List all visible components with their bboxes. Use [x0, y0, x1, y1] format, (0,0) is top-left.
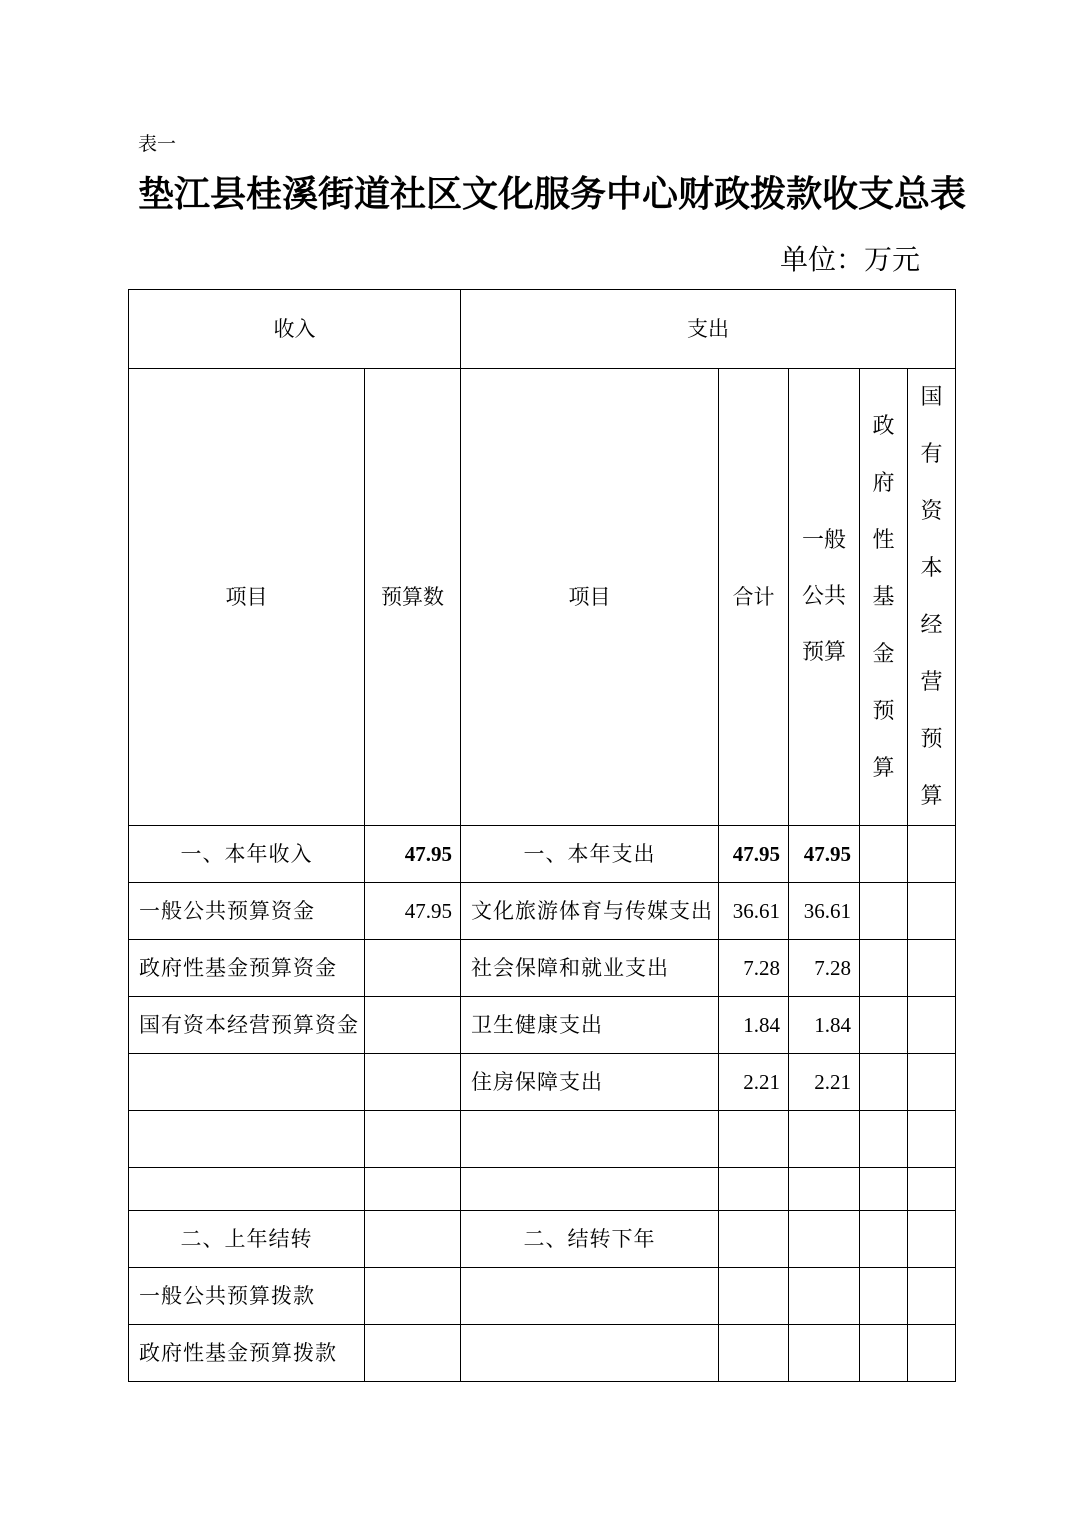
state-capital-header-char: 预 [920, 727, 943, 752]
table-row [129, 1268, 956, 1325]
state-capital-budget-header [908, 369, 956, 826]
income-value-cell [365, 940, 461, 997]
gov-fund-header-char: 算 [872, 755, 895, 781]
state-capital-cell [908, 997, 956, 1054]
table-row [129, 883, 956, 940]
state-capital-cell [908, 1111, 956, 1168]
gov-fund-header-char: 政 [872, 413, 895, 439]
income-value-cell [365, 1054, 461, 1111]
general-budget-cell [789, 1111, 860, 1168]
state-capital-cell [908, 883, 956, 940]
state-capital-cell [908, 1211, 956, 1268]
total-header: 合计 [719, 369, 789, 826]
income-budget-header: 预算数 [365, 369, 461, 826]
gov-fund-cell [860, 883, 908, 940]
income-item-cell: 一、本年收入 [129, 826, 365, 883]
total-cell [719, 1268, 789, 1325]
gov-fund-cell [860, 1054, 908, 1111]
state-capital-header-char: 有 [920, 442, 943, 467]
gov-fund-cell [860, 940, 908, 997]
table-row [129, 1168, 956, 1211]
income-value-cell [365, 1168, 461, 1211]
state-capital-cell [908, 1168, 956, 1211]
income-value-cell [365, 1325, 461, 1382]
income-value-cell [365, 1268, 461, 1325]
total-cell: 1.84 [719, 997, 789, 1054]
table-row [129, 1211, 956, 1268]
income-item-cell: 国有资本经营预算资金 [129, 997, 365, 1054]
income-item-header: 项目 [129, 369, 365, 826]
gov-fund-header-char: 基 [872, 584, 895, 610]
header-row-top [129, 290, 956, 369]
expense-item-cell: 一、本年支出 [461, 826, 719, 883]
income-item-cell [129, 1054, 365, 1111]
income-value-cell: 47.95 [365, 826, 461, 883]
general-budget-cell: 36.61 [789, 883, 860, 940]
state-capital-header-char: 国 [920, 385, 943, 410]
total-cell: 2.21 [719, 1054, 789, 1111]
general-budget-cell: 2.21 [789, 1054, 860, 1111]
table-row [129, 940, 956, 997]
table-row [129, 1054, 956, 1111]
income-value-cell [365, 1211, 461, 1268]
total-cell: 36.61 [719, 883, 789, 940]
unit-label: 单位：万元 [780, 243, 921, 276]
table-row [129, 826, 956, 883]
gov-fund-header-char: 预 [872, 698, 895, 724]
total-cell: 47.95 [719, 826, 789, 883]
expense-item-cell [461, 1168, 719, 1211]
expense-item-cell: 社会保障和就业支出 [461, 940, 719, 997]
general-public-header-char: 一般 [801, 528, 846, 553]
general-budget-cell [789, 1325, 860, 1382]
expense-item-cell: 文化旅游体育与传媒支出 [461, 883, 719, 940]
expense-item-cell [461, 1325, 719, 1382]
general-budget-cell [789, 1168, 860, 1211]
expense-item-cell [461, 1111, 719, 1168]
income-value-cell: 47.95 [365, 883, 461, 940]
gov-fund-cell [860, 1268, 908, 1325]
budget-table [128, 289, 956, 1382]
gov-fund-cell [860, 1168, 908, 1211]
state-capital-header-char: 本 [920, 556, 943, 581]
table-label: 表一 [138, 133, 177, 155]
income-item-cell: 一般公共预算资金 [129, 883, 365, 940]
income-item-cell: 政府性基金预算拨款 [129, 1325, 365, 1382]
gov-fund-cell [860, 997, 908, 1054]
gov-fund-cell [860, 1325, 908, 1382]
general-budget-cell: 7.28 [789, 940, 860, 997]
income-value-cell [365, 997, 461, 1054]
expense-item-cell: 卫生健康支出 [461, 997, 719, 1054]
total-cell [719, 1168, 789, 1211]
income-item-cell: 政府性基金预算资金 [129, 940, 365, 997]
gov-fund-budget-header [860, 369, 908, 826]
state-capital-cell [908, 1268, 956, 1325]
expense-item-header: 项目 [461, 369, 719, 826]
income-item-cell: 一般公共预算拨款 [129, 1268, 365, 1325]
total-cell [719, 1211, 789, 1268]
gov-fund-header-char: 性 [872, 527, 895, 553]
gov-fund-cell [860, 1211, 908, 1268]
income-header: 收入 [129, 290, 461, 369]
state-capital-cell [908, 1325, 956, 1382]
total-cell: 7.28 [719, 940, 789, 997]
general-public-budget-header [789, 369, 860, 826]
state-capital-header-char: 经 [920, 613, 943, 638]
income-item-cell [129, 1111, 365, 1168]
gov-fund-cell [860, 1111, 908, 1168]
gov-fund-header-char: 府 [872, 470, 895, 496]
general-public-header-char: 预算 [801, 640, 846, 665]
general-public-header-char: 公共 [801, 584, 846, 609]
document-title: 垫江县桂溪街道社区文化服务中心财政拨款收支总表 [138, 173, 967, 215]
table-row [129, 1325, 956, 1382]
expense-item-cell: 住房保障支出 [461, 1054, 719, 1111]
state-capital-header-char: 算 [920, 784, 943, 809]
expense-header: 支出 [461, 290, 956, 369]
income-item-cell [129, 1168, 365, 1211]
general-budget-cell [789, 1211, 860, 1268]
gov-fund-header-char: 金 [872, 641, 895, 667]
table-row [129, 997, 956, 1054]
income-value-cell [365, 1111, 461, 1168]
general-budget-cell: 47.95 [789, 826, 860, 883]
gov-fund-cell [860, 826, 908, 883]
state-capital-cell [908, 826, 956, 883]
table-row [129, 1111, 956, 1168]
income-item-cell: 二、上年结转 [129, 1211, 365, 1268]
expense-item-cell: 二、结转下年 [461, 1211, 719, 1268]
general-budget-cell [789, 1268, 860, 1325]
state-capital-header-char: 营 [920, 670, 943, 695]
general-budget-cell: 1.84 [789, 997, 860, 1054]
state-capital-header-char: 资 [920, 499, 943, 524]
header-row-columns [129, 369, 956, 826]
total-cell [719, 1111, 789, 1168]
expense-item-cell [461, 1268, 719, 1325]
state-capital-cell [908, 1054, 956, 1111]
total-cell [719, 1325, 789, 1382]
state-capital-cell [908, 940, 956, 997]
